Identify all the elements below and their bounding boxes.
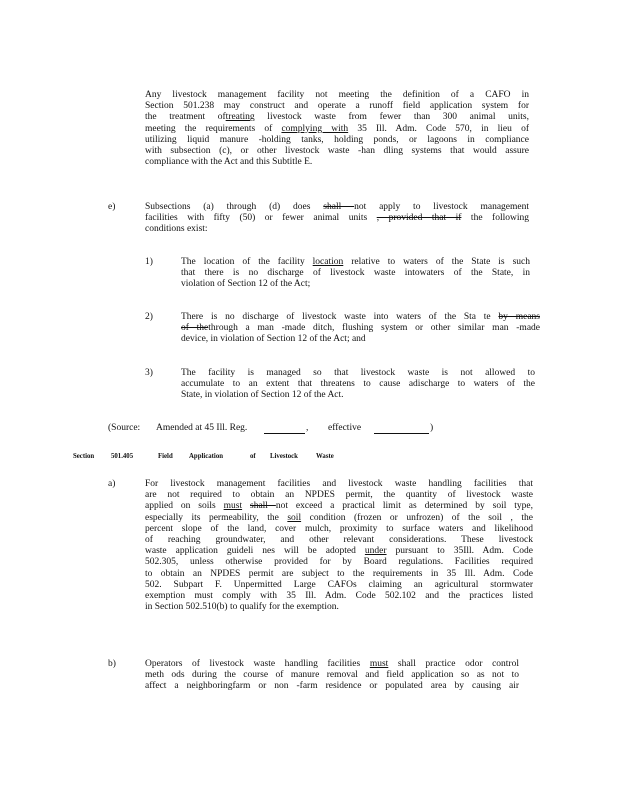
text-line: The facility is managed so that livestock waste is not allowed to (181, 368, 535, 378)
text-line: Subsections (a) through (d) does shall not apply to livestock management (145, 202, 529, 212)
text-line: applied on soils must shall not exceed a practical limit as determined by soil type, (145, 501, 533, 512)
text-line: percent slope of the land, cover mulch, proximity to surface waters and likelihood (145, 523, 533, 534)
deleted-text: shall (250, 501, 276, 512)
text-line: The location of the facility location relative to waters of the State is such (181, 257, 530, 267)
text-line: compliance with the Act and this Subtitle E. (145, 157, 313, 168)
text-line: There is no discharge of livestock waste into waters of the Sta te by means (181, 312, 540, 322)
source-note (108, 423, 438, 435)
text-line: For livestock management facilities and livestock waste handling facilities that (145, 479, 533, 489)
source-comma: , (306, 423, 309, 433)
inserted-text: location (312, 257, 344, 267)
item-e1-label: 1) (145, 257, 153, 267)
text-line: 502. Subpart F. Unpermitted Large CAFOs claiming an agricultural stormwater (145, 579, 533, 590)
text-line: device, in violation of Section 12 of the Act; and (181, 334, 366, 345)
inserted-text: must (223, 501, 243, 512)
text-line: 502.305, unless otherwise provided for by Board regulations. Facilities required (145, 557, 533, 568)
text-line: violation of Section 12 of the Act; (181, 279, 311, 290)
text-line: the treatment oftreating livestock waste from fewer than 300 animal units, (145, 112, 530, 123)
text-line: especially its permeability, the soil condition (frozen or unfrozen) of the soil , the (145, 512, 533, 523)
text-line: conditions exist: (145, 224, 208, 235)
text-line: utilizing liquid manure -holding tanks, holding ponds, or lagoons in compliance (145, 134, 529, 145)
inserted-text: soil (287, 512, 302, 523)
section-title-3: of (250, 453, 256, 460)
section-number: 501.405 (111, 453, 134, 460)
item-e2-text (181, 312, 540, 346)
text-line: meth ods during the course of manure removal and field application so as not to (145, 670, 519, 681)
source-close: ) (430, 423, 434, 433)
deleted-text: , provided that if (376, 213, 462, 224)
source-open: (Source: (108, 423, 141, 433)
text-line: meeting the requirements of complying with 35 Ill. Adm. Code 570, in lieu of (145, 123, 529, 134)
text-line: of reaching groundwater, and other relevant considerations. These livestock (145, 535, 533, 546)
item-e1-text (181, 257, 530, 291)
section-title-2: Application (189, 453, 223, 460)
item-e2-label: 2) (145, 312, 153, 322)
text-line: exemption must comply with 35 Ill. Adm. Code 502.102 and the practices listed (145, 591, 533, 602)
inserted-text: treating (225, 112, 255, 123)
text-line: in Section 502.510(b) to qualify for the exemption. (145, 602, 339, 613)
effective-blank (374, 433, 429, 434)
section-title-1: Field (158, 453, 173, 460)
reg-blank (264, 433, 305, 434)
deleted-text: shall (323, 202, 355, 212)
text-line: facilities with fifty (50) or fewer animal units , provided that if the following (145, 213, 529, 224)
intro-paragraph (145, 90, 529, 168)
section-word: Section (73, 453, 95, 460)
item-a-text (145, 479, 533, 613)
item-a-label: a) (108, 479, 116, 489)
item-e-text (145, 202, 529, 236)
section-title-4: Livestock (270, 453, 298, 460)
text-line: are not required to obtain an NPDES permit, the quantity of livestock waste (145, 490, 533, 501)
inserted-text: under (364, 546, 387, 557)
text-line: Operators of livestock waste handling facilities must shall practice odor control (145, 659, 519, 669)
item-e3-text (181, 368, 535, 402)
item-e-label: e) (108, 202, 116, 212)
text-line: of thethrough a man -made ditch, flushing system or other similar man -made (181, 323, 541, 334)
source-amended: Amended at 45 Ill. Reg. (156, 423, 248, 433)
inserted-text: complying with (281, 123, 349, 134)
text-line: waste application guideli nes will be adopted under pursuant to 35Ill. Adm. Code (145, 546, 533, 557)
text-line: that there is no discharge of livestock waste intowaters of the State, in (181, 268, 530, 279)
item-b-text (145, 659, 519, 693)
text-line: State, in violation of Section 12 of the Act. (181, 390, 344, 401)
source-effective: effective (328, 423, 362, 433)
inserted-text: must (369, 659, 389, 669)
deleted-text: by means (498, 312, 540, 322)
text-line: to obtain an NPDES permit are subject to the requirements in 35 Ill. Adm. Code (145, 568, 533, 579)
item-b-label: b) (108, 659, 116, 669)
text-line: affect a neighboringfarm or non -farm residence or populated area by causing air (145, 681, 519, 692)
text-line: with subsection (c), or other livestock waste -han dling systems that would assure (145, 146, 529, 157)
item-e3-label: 3) (145, 368, 153, 378)
text-line: Any livestock management facility not meeting the definition of a CAFO in (145, 90, 529, 100)
section-title-5: Waste (316, 453, 334, 460)
deleted-text: of the (181, 323, 209, 334)
text-line: Section 501.238 may construct and operate a runoff field application system for (145, 101, 529, 112)
text-line: accumulate to an extent that threatens to cause adischarge to waters of the (181, 379, 535, 390)
